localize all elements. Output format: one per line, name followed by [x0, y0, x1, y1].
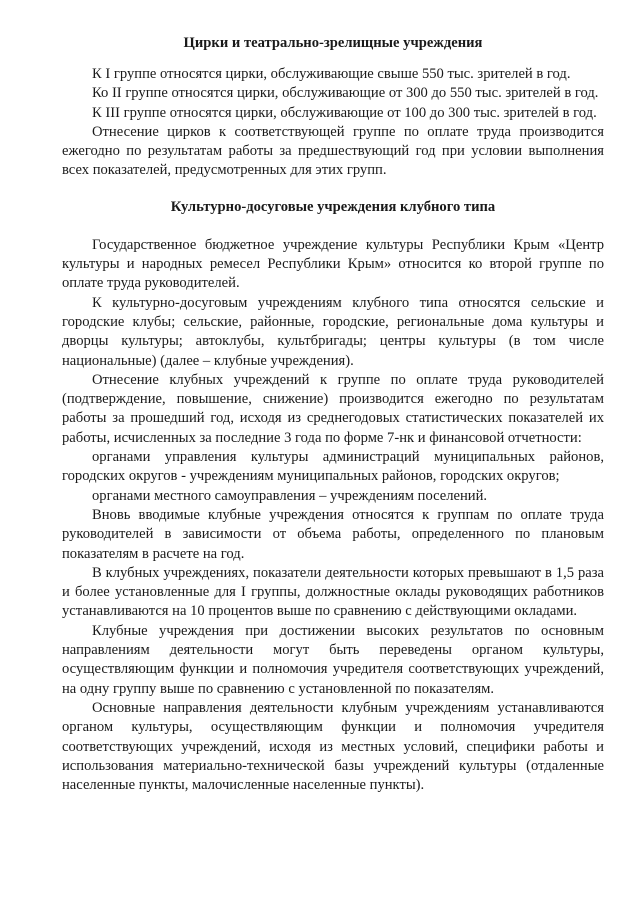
- paragraph-group-1: К I группе относятся цирки, обслуживающие свыше 550 тыс. зрителей в год.: [92, 66, 571, 82]
- paragraph-group-3: К III группе относятся цирки, обслуживающие от 100 до 300 тыс. зрителей в год.: [92, 104, 597, 121]
- paragraph-club-types: К культурно-досуговым учреждениям клубного типа относятся сельские и городские клубы; сельские, районные, городские, региональные дома культуры и дворцы культуры; автоклубы, культбригады; центры культуры (в том числе национальные) (далее – клубные учреждения).: [62, 294, 604, 369]
- paragraph-center-of-culture: Государственное бюджетное учреждение культуры Республики Крым «Центр культуры и народных ремесел Республики Крым» относится ко второй группе по оплате труда руководителей.: [62, 236, 604, 292]
- paragraph-group-2: Ко II группе относятся цирки, обслуживающие от 300 до 550 тыс. зрителей в год.: [92, 85, 599, 102]
- paragraph-main-directions: Основные направления деятельности клубным учреждениям устанавливаются органом культуры, осуществляющим функции и полномочия учредителя соответствующих учреждений, исходя из местных условий, специфики работы и использования материально-технической базы учреждений культуры (отдаленные населенные пункты, малочисленные населенные пункты).: [62, 699, 604, 794]
- paragraph-municipal-bodies: органами управления культуры администраций муниципальных районов, городских округов - учреждениям муниципальных районов, городских округов;: [62, 449, 604, 485]
- paragraph-circus-assignment: Отнесение цирков к соответствующей группе по оплате труда производится ежегодно по результатам работы за предшествующий год при условии выполнения всех показателей, предусмотренных для этих групп.: [62, 123, 604, 179]
- section-title-clubs: Культурно-досуговые учреждения клубного типа: [170, 198, 496, 215]
- paragraph-group-promotion: Клубные учреждения при достижении высоких результатов по основным направлениям деятельности могут быть переведены органом культуры, осуществляющим функции и полномочия учредителя соответствующих учреждений, на одну группу выше по сравнению с установленной по показателям.: [62, 622, 604, 697]
- section-title-circuses: Цирки и театрально-зрелищные учреждения: [183, 35, 483, 51]
- paragraph-local-government: органами местного самоуправления – учреждениям поселений.: [92, 487, 488, 504]
- paragraph-salary-increase: В клубных учреждениях, показатели деятельности которых превышают в 1,5 раза и более установленные для I группы, должностные оклады руководящих работников устанавливаются на 10 процентов выше по сравнению с действующими окладами.: [62, 564, 604, 620]
- paragraph-club-assignment: Отнесение клубных учреждений к группе по оплате труда руководителей (подтверждение, повышение, снижение) производится ежегодно по результатам работы за прошедший год, исходя из среднегодовых статистических показателей их работы, исчисленных за последние 3 года по форме 7-нк и финансовой отчетности:: [62, 371, 604, 446]
- paragraph-new-clubs: Вновь вводимые клубные учреждения относятся к группам по оплате труда руководителей в зависимости от объема работы, определенного по плановым показателям в расчете на год.: [62, 506, 604, 562]
